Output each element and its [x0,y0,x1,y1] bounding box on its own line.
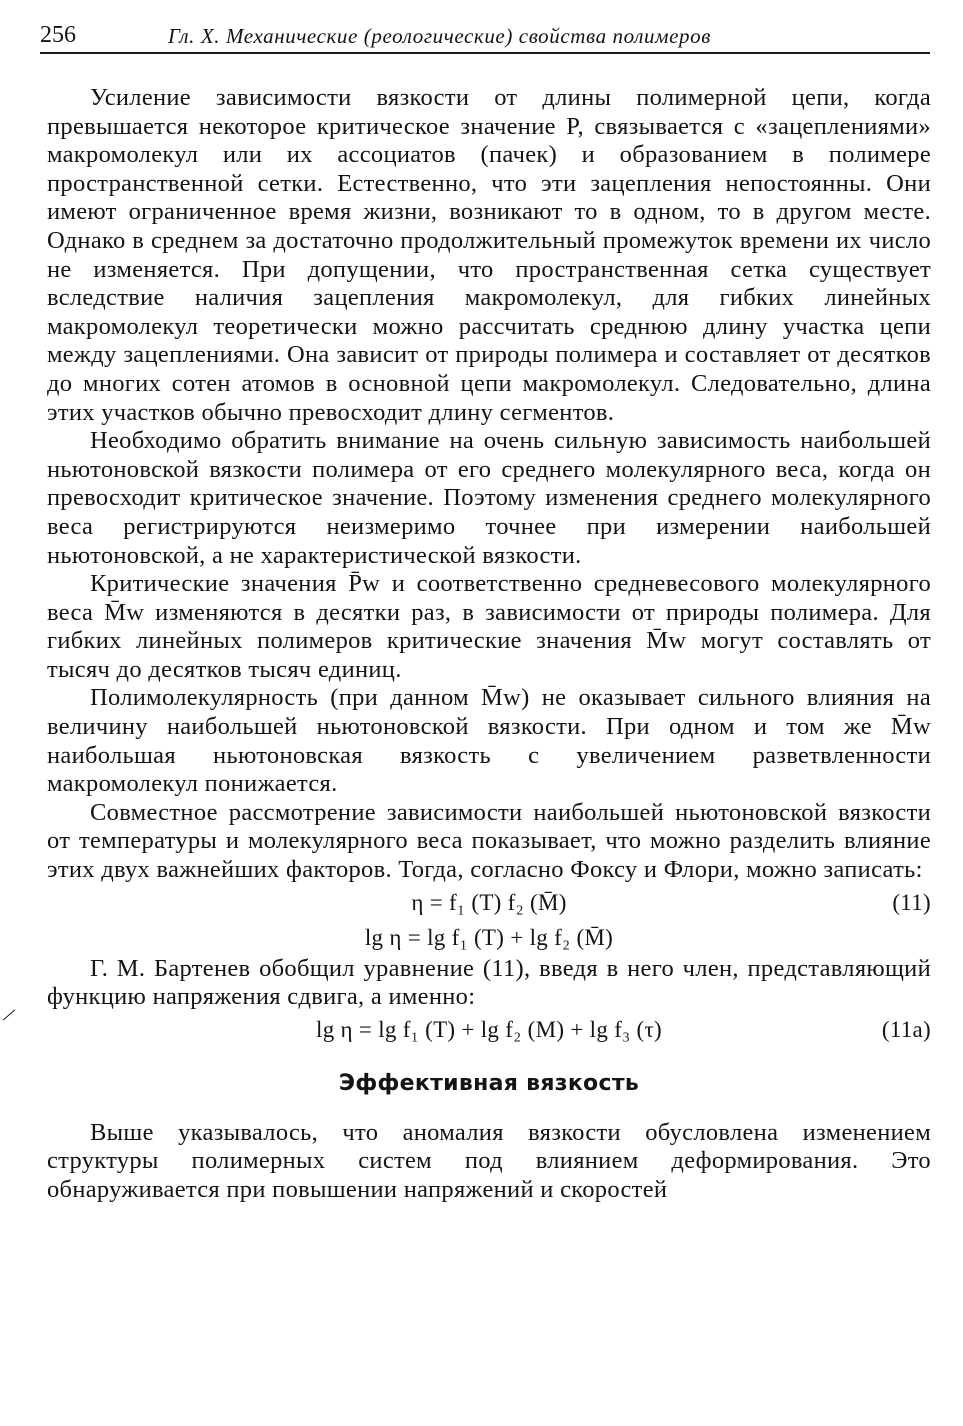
equation-11-expression: η = f₁ (T) f₂ (M̄) [411,889,567,915]
margin-pencil-mark: / [0,1002,19,1027]
equation-11a [47,1012,931,1047]
equation-11 [47,885,931,920]
page-header [40,18,930,54]
paragraph-newtonian-viscosity: Необходимо обратить внимание на очень сильную зависимость наибольшей ньютоновской вязкости полимера от его среднего молекулярного веса, когда он превосходит критическое значение. Поэтому изменения среднего молекулярного веса регистрируются неизмеримо точнее при измерении наибольшей ньютоновской, а не характеристической вязкости. [47,427,931,569]
equation-11a-number: (11a) [881,1016,931,1042]
paragraph-fox-flory: Совместное рассмотрение зависимости наибольшей ньютоновской вязкости от температуры и молекулярного веса показывает, что можно разделить влияние этих двух важнейших факторов. Тогда, согласно Фоксу и Флори, можно записать: [47,798,931,884]
paragraph-effective-viscosity: Выше указывалось, что аномалия вязкости обусловлена изменением структуры полимерных систем под влиянием деформирования. Это обнаруживается при повышении напряжений и скоростей [47,1118,931,1203]
equation-11a-expression: lg η = lg f₁ (T) + lg f₂ (M) + lg f₃ (τ) [316,1016,662,1042]
paragraph-critical-values: Критические значения P̄w и соответственно средневесового молекулярного веса M̄w изменяются в десятки раз, в зависимости от природы полимера. Для гибких линейных полимеров критические значения M̄w могут составлять от тысяч до десятков тысяч единиц. [47,570,931,683]
paragraph-polydispersity: Полимолекулярность (при данном M̄w) не оказывает сильного влияния на величину наибольшей ньютоновской вязкости. При одном и том же M̄w наибольшая ньютоновская вязкость с увеличением разветвленности макромолекул понижается. [47,684,931,798]
page-number: 256 [40,22,76,48]
equation-11-log [47,920,931,955]
equation-11-log-expression: lg η = lg f₁ (T) + lg f₂ (M̄) [364,924,614,950]
paragraph-bartenev: Г. М. Бартенев обобщил уравнение (11), введя в него член, представляющий функцию напряжения сдвига, а именно: [47,954,931,1011]
section-heading: Эффективная вязкость [338,1070,640,1096]
paragraph-entanglements: Усиление зависимости вязкости от длины полимерной цепи, когда превышается некоторое критическое значение P, связывается с «зацеплениями» макромолекул или их ассоциатов (пачек) и образованием в полимере пространственной сетки. Естественно, что эти зацепления непостоянны. Они имеют ограниченное время жизни, возникают то в одном, то в другом месте. Однако в среднем за достаточно продолжительный промежуток времени их число не изменяется. При допущении, что пространственная сетка существует вследствие наличия зацепления макромолекул, для гибких линейных макромолекул теоретически можно рассчитать среднюю длину участка цепи между зацеплениями. Она зависит от природы полимера и составляет от десятков до многих сотен атомов в основной цепи макромолекул. Следовательно, длина этих участков обычно превосходит длину сегментов. [47,84,931,426]
running-title: Гл. X. Механические (реологические) свойства полимеров [168,24,711,48]
body-text [47,84,931,1205]
equation-11-number: (11) [892,889,931,915]
